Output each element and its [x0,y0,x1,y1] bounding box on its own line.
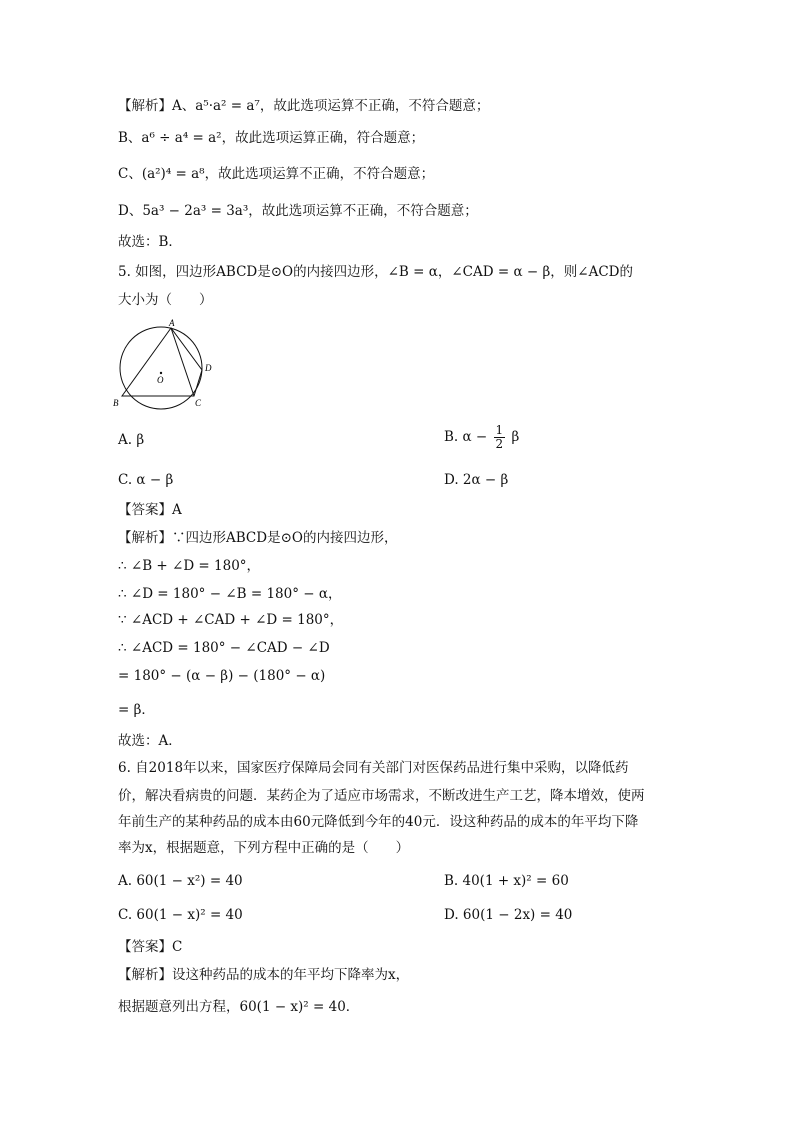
label-d: D [205,363,212,373]
label-a: A [169,318,175,328]
q5-solution-line2: ∴ ∠B + ∠D = 180°， [118,558,261,574]
q6-option-b: B. 40(1 + x)² = 60 [444,873,569,889]
q5-option-b [444,424,519,451]
q4-analysis-b: B、a⁶ ÷ a⁴ = a²，故此选项运算正确，符合题意； [118,130,425,146]
label-b: B [113,398,119,408]
q6-answer: 【答案】C [118,939,183,955]
q5-stem-line1: 5. 如图，四边形ABCD是⊙O的内接四边形，∠B = α，∠CAD = α − β，则∠ACD的 [118,264,634,280]
q6-solution-line2: 根据题意列出方程，60(1 − x)² = 40． [118,999,360,1015]
q5-option-b-prefix: B. α − [444,429,488,445]
q5-solution-line1: 【解析】∵四边形ABCD是⊙O的内接四边形， [118,530,398,546]
q4-choice: 故选：B． [118,234,182,250]
q4-analysis-a: 【解析】A、a⁵·a² = a⁷，故此选项运算不正确，不符合题意； [118,98,490,114]
label-o: O [157,375,164,385]
label-c: C [195,398,202,408]
q6-stem-line2: 价，解决看病贵的问题．某药企为了适应市场需求，不断改进生产工艺，降本增效，使两 [118,788,645,804]
q5-solution-line6: = 180° − (α − β) − (180° − α) [118,668,326,684]
center-point [160,372,162,374]
fraction-half [494,424,506,451]
q6-stem-line3: 年前生产的某种药品的成本由60元降低到今年的40元．设这种药品的成本的年平均下降 [118,814,639,830]
q5-option-d: D. 2α − β [444,472,509,488]
q6-option-a: A. 60(1 − x²) = 40 [118,873,243,889]
q5-answer: 【答案】A [118,502,182,518]
q6-stem-line4: 率为x，根据题意，下列方程中正确的是（ ） [118,840,410,856]
q6-option-c: C. 60(1 − x)² = 40 [118,907,243,923]
q5-stem-line2: 大小为（ ） [118,292,213,308]
q5-option-b-suffix: β [511,429,520,445]
q5-solution-line4: ∵ ∠ACD + ∠CAD + ∠D = 180°， [118,612,344,628]
q6-solution-line1: 【解析】设这种药品的成本的年平均下降率为x， [118,967,410,983]
fraction-denominator: 2 [495,437,504,451]
q4-analysis-c: C、(a²)⁴ = a⁸，故此选项运算不正确，不符合题意； [118,166,435,182]
q5-solution-line7: = β． [118,702,155,718]
q5-option-c: C. α − β [118,472,174,488]
q5-choice: 故选：A． [118,733,182,749]
quadrilateral-abcd [122,328,202,396]
q6-option-d: D. 60(1 − 2x) = 40 [444,907,573,923]
fraction-numerator: 1 [495,423,504,437]
q5-solution-line5: ∴ ∠ACD = 180° − ∠CAD − ∠D [118,640,330,656]
circle-quadrilateral-figure [110,316,220,411]
diagonal-ac [171,328,194,396]
q6-stem-line1: 6. 自2018年以来，国家医疗保障局会同有关部门对医保药品进行集中采购，以降低药 [118,760,629,776]
q4-analysis-d: D、5a³ − 2a³ = 3a³，故此选项运算不正确，不符合题意； [118,203,478,219]
circle-o [120,327,202,409]
q5-solution-line3: ∴ ∠D = 180° − ∠B = 180° − α， [118,586,342,602]
q5-option-a: A. β [118,432,145,448]
